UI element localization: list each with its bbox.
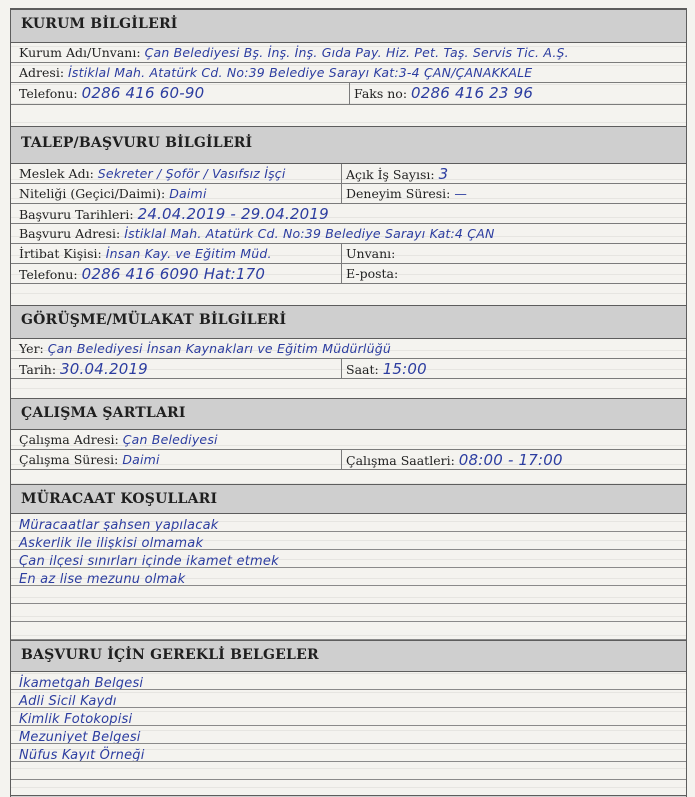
acik-is-value: 3 xyxy=(438,165,449,183)
calisma-saat-label: Çalışma Saatleri: xyxy=(346,453,455,468)
kurum-faks-cell xyxy=(349,83,533,104)
irtibat-value: İnsan Kay. ve Eğitim Müd. xyxy=(105,246,272,261)
calisma-adres-label: Çalışma Adresi: xyxy=(19,432,119,447)
calisma-saat-cell xyxy=(341,450,563,469)
tarih-label: Tarih: xyxy=(19,362,57,377)
kurum-telefon-label: Telefonu: xyxy=(19,86,78,101)
section-calisma-title: ÇALIŞMA ŞARTLARI xyxy=(11,398,686,430)
basvuru-tarih-value: 24.04.2019 - 29.04.2019 xyxy=(137,205,329,223)
muracaat-item: Müracaatlar şahsen yapılacak xyxy=(11,514,686,532)
section-belgeler-title: BAŞVURU İÇİN GEREKLİ BELGELER xyxy=(11,640,686,672)
application-form xyxy=(10,8,687,797)
deneyim-cell xyxy=(341,184,467,203)
acik-is-label: Açık İş Sayısı: xyxy=(346,167,435,182)
kurum-adi-label: Kurum Adı/Unvanı: xyxy=(19,45,141,60)
muracaat-item: Çan ilçesi sınırları içinde ikamet etmek xyxy=(11,550,686,568)
calisma-saat-value: 08:00 - 17:00 xyxy=(458,451,563,469)
kurum-telefon-row xyxy=(11,83,686,105)
unvan-label: Unvanı: xyxy=(346,246,396,261)
kurum-adres-row xyxy=(11,63,686,83)
section-gorusme-title: GÖRÜŞME/MÜLAKAT BİLGİLERİ xyxy=(11,305,686,339)
niteligi-row xyxy=(11,184,686,204)
saat-value: 15:00 xyxy=(382,360,427,378)
kurum-adres-value: İstiklal Mah. Atatürk Cd. No:39 Belediye Sarayı Kat:3-4 ÇAN/ÇANAKKALE xyxy=(68,65,533,80)
eposta-label: E-posta: xyxy=(346,266,399,281)
deneyim-label: Deneyim Süresi: xyxy=(346,186,451,201)
meslek-label: Meslek Adı: xyxy=(19,166,94,181)
niteligi-value: Daimi xyxy=(169,186,207,201)
talep-telefon-label: Telefonu: xyxy=(19,267,78,282)
muracaat-empty-line xyxy=(11,604,686,622)
niteligi-label: Niteliği (Geçici/Daimi): xyxy=(19,186,166,201)
calisma-adres-value: Çan Belediyesi xyxy=(122,432,218,447)
yer-row xyxy=(11,339,686,359)
irtibat-label: İrtibat Kişisi: xyxy=(19,246,102,261)
deneyim-value: — xyxy=(454,186,468,201)
meslek-value: Sekreter / Şoför / Vasıfsız İşçi xyxy=(97,166,286,181)
irtibat-row xyxy=(11,244,686,264)
basvuru-adres-value: İstiklal Mah. Atatürk Cd. No:39 Belediye Sarayı Kat:4 ÇAN xyxy=(124,226,495,241)
basvuru-tarih-label: Başvuru Tarihleri: xyxy=(19,207,134,222)
kurum-adi-value: Çan Belediyesi Bş. İnş. İnş. Gıda Pay. Hiz. Pet. Taş. Servis Tic. A.Ş. xyxy=(144,45,569,60)
talep-telefon-row xyxy=(11,264,686,284)
belge-item: Nüfus Kayıt Örneği xyxy=(11,744,686,762)
belge-empty-line xyxy=(11,762,686,780)
belge-item: Mezuniyet Belgesi xyxy=(11,726,686,744)
belge-item: İkametgah Belgesi xyxy=(11,672,686,690)
eposta-cell xyxy=(341,264,398,283)
saat-cell xyxy=(341,359,427,378)
yer-label: Yer: xyxy=(19,341,44,356)
calisma-sure-value: Daimi xyxy=(122,452,160,467)
muracaat-empty-line xyxy=(11,586,686,604)
kurum-adi-row xyxy=(11,43,686,63)
kurum-faks-label: Faks no: xyxy=(354,86,408,101)
belge-item: Adli Sicil Kaydı xyxy=(11,690,686,708)
kurum-adres-label: Adresi: xyxy=(19,65,65,80)
section-muracaat-title: MÜRACAAT KOŞULLARI xyxy=(11,484,686,514)
section-kurum-title: KURUM BİLGİLERİ xyxy=(11,9,686,43)
saat-label: Saat: xyxy=(346,362,379,377)
tarih-row xyxy=(11,359,686,379)
basvuru-tarih-row xyxy=(11,204,686,224)
yer-value: Çan Belediyesi İnsan Kaynakları ve Eğitim Müdürlüğü xyxy=(47,341,391,356)
basvuru-adres-row xyxy=(11,224,686,244)
calisma-sure-label: Çalışma Süresi: xyxy=(19,452,119,467)
muracaat-item: Askerlik ile ilişkisi olmamak xyxy=(11,532,686,550)
calisma-adres-row xyxy=(11,430,686,450)
kurum-faks-value: 0286 416 23 96 xyxy=(411,84,534,102)
unvan-cell xyxy=(341,244,395,263)
belge-item: Kimlik Fotokopisi xyxy=(11,708,686,726)
muracaat-empty-line xyxy=(11,622,686,640)
talep-telefon-value: 0286 416 6090 Hat:170 xyxy=(81,265,266,283)
basvuru-adres-label: Başvuru Adresi: xyxy=(19,226,121,241)
meslek-row xyxy=(11,164,686,184)
tarih-value: 30.04.2019 xyxy=(60,360,148,378)
muracaat-item: En az lise mezunu olmak xyxy=(11,568,686,586)
kurum-telefon-value: 0286 416 60-90 xyxy=(81,84,205,102)
section-talep-title: TALEP/BAŞVURU BİLGİLERİ xyxy=(11,126,686,164)
calisma-sure-row xyxy=(11,450,686,470)
acik-is-cell xyxy=(341,164,448,183)
